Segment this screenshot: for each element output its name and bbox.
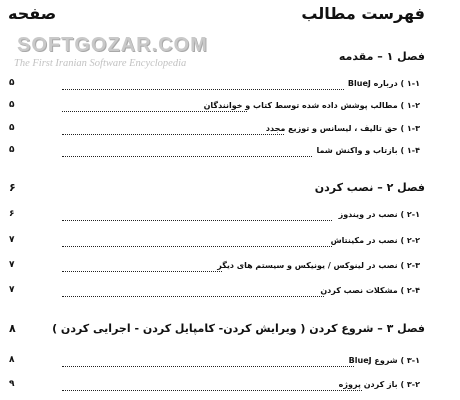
toc-entry-1-4: ۱-۴ ) بازتاب و واکنش شما bbox=[316, 146, 420, 155]
page-number: ۷ bbox=[9, 260, 15, 270]
toc-entry-2-4: ۲-۴ ) مشکلات نصب کردن bbox=[320, 286, 420, 295]
chapter-2-title: فصل ۲ – نصب کردن bbox=[314, 181, 425, 194]
page-number: ۶ bbox=[9, 209, 15, 219]
page-number: ۵ bbox=[9, 78, 15, 88]
page-number: ۵ bbox=[9, 123, 15, 133]
toc-entry-3-2: ۳-۲ ) باز کردن پروژه bbox=[338, 380, 420, 389]
chapter-page-number: ۶ bbox=[9, 181, 16, 194]
dot-leader bbox=[62, 296, 324, 297]
page-number: ۵ bbox=[9, 100, 15, 110]
toc-entry-2-1: ۲-۱ ) نصب در ویندوز bbox=[338, 210, 420, 219]
page-number: ۹ bbox=[9, 379, 15, 389]
page-number: ۷ bbox=[9, 235, 15, 245]
dot-leader bbox=[62, 134, 284, 135]
toc-entry-1-3: ۱-۳ ) حق تالیف ، لیسانس و توزیع مجدد bbox=[265, 124, 420, 133]
dot-leader bbox=[62, 366, 354, 367]
toc-entry-2-3: ۲-۳ ) نصب در لینوکس / یونیکس و سیستم های دیگر bbox=[217, 261, 420, 270]
toc-title: فهرست مطالب bbox=[301, 4, 425, 23]
page-column-label: صفحه bbox=[8, 4, 57, 23]
chapter-3-title: فصل ۳ – شروع کردن ( ویرایش کردن- کامپایل کردن - اجرایی کردن ) bbox=[52, 322, 425, 335]
dot-leader bbox=[62, 390, 362, 391]
page-number: ۷ bbox=[9, 285, 15, 295]
dot-leader bbox=[62, 111, 247, 112]
page-number: ۸ bbox=[9, 355, 15, 365]
page-number: ۵ bbox=[9, 145, 15, 155]
toc-entry-3-1: ۳-۱ ) شروع BlueJ bbox=[348, 356, 420, 365]
dot-leader bbox=[62, 156, 312, 157]
toc-entry-2-2: ۲-۲ ) نصب در مکینتاش bbox=[330, 236, 420, 245]
chapter-page-number: ۸ bbox=[9, 322, 16, 335]
dot-leader bbox=[62, 89, 344, 90]
dot-leader bbox=[62, 246, 332, 247]
toc-entry-1-2: ۱-۲ ) مطالب پوشش داده شده توسط کتاب و خوانندگان bbox=[203, 101, 420, 110]
watermark-brand: SOFTGOZAR.COM bbox=[17, 34, 208, 56]
toc-entry-1-1: ۱-۱ ) درباره BlueJ bbox=[347, 79, 420, 88]
watermark-tagline: The First Iranian Software Encyclopedia bbox=[14, 58, 187, 69]
chapter-1-title: فصل ۱ – مقدمه bbox=[338, 50, 425, 63]
dot-leader bbox=[62, 271, 222, 272]
dot-leader bbox=[62, 220, 332, 221]
